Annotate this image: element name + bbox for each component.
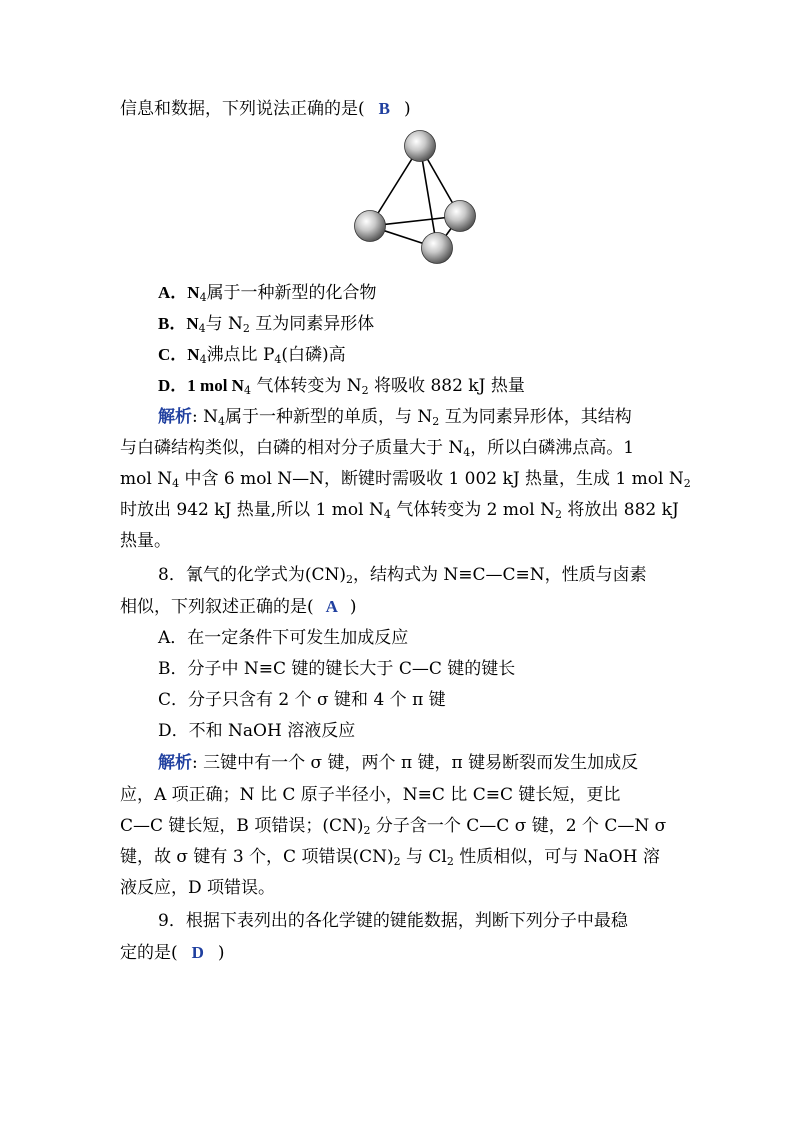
q9-answer: D <box>191 943 204 962</box>
q7-option-d: D．1 mol $N_4$ 气体转变为 $N_2$ 将吸收 882 kJ 热量 <box>158 376 525 397</box>
q8-analysis-line-5: 液反应，D 项错误。 <box>120 878 276 898</box>
q7-analysis-line-4: 时放出 942 kJ 热量,所以 1 mol $N_4$ 气体转变为 2 mol $N_2$ 将放出 882 kJ <box>120 500 679 521</box>
q8-option-c: C．分子只含有 2 个 σ 键和 4 个 π 键 <box>158 690 446 710</box>
q7-option-c: C．$N_4$沸点比 $P_4$(白磷)高 <box>158 345 346 366</box>
q8-stem-line-2: 相似，下列叙述正确的是( A ) <box>120 597 357 617</box>
q9-stem-line-1: 9．根据下表列出的各化学键的键能数据，判断下列分子中最稳 <box>158 911 628 931</box>
q7-stem-continuation: 信息和数据，下列说法正确的是( B ) <box>120 99 411 119</box>
q7-analysis-line-5: 热量。 <box>120 531 171 551</box>
q8-option-b: B．分子中 N≡C 键的键长大于 C—C 键的键长 <box>158 659 516 679</box>
q8-analysis-line-1: 解析: 三键中有一个 σ 键，两个 π 键，π 键易断裂而发生加成反 <box>158 753 639 773</box>
q7-option-b: B．$N_4$与 $N_2$ 互为同素异形体 <box>158 314 375 335</box>
q9-stem-line-2: 定的是( D ) <box>120 943 225 963</box>
n-atom-left <box>355 211 386 242</box>
q7-answer: B <box>378 99 390 118</box>
q8-stem-line-1: 8．氰气的化学式为$(CN)_2$，结构式为 N≡C—C≡N，性质与卤素 <box>158 565 647 586</box>
q7-analysis-line-2: 与白磷结构类似，白磷的相对分子质量大于 $N_4$，所以白磷沸点高。1 <box>120 438 635 459</box>
q7-analysis-line-1: 解析: $N_4$属于一种新型的单质，与 $N_2$ 互为同素异形体，其结构 <box>158 407 632 428</box>
q8-option-d: D．不和 NaOH 溶液反应 <box>158 721 356 741</box>
n-atom-top <box>405 131 436 162</box>
q8-option-a: A．在一定条件下可发生加成反应 <box>158 628 409 648</box>
n4-molecule-diagram <box>345 128 485 270</box>
q8-answer: A <box>325 597 338 616</box>
n-atom-front <box>422 233 453 264</box>
q7-analysis-line-3: mol $N_4$ 中含 6 mol N—N，断键时需吸收 1 002 kJ 热量，生成 1 mol $N_2$ <box>120 469 691 490</box>
n-atom-right <box>445 201 476 232</box>
q7-option-a: A．$N_4$属于一种新型的化合物 <box>158 283 377 304</box>
q8-analysis-line-2: 应，A 项正确；N 比 C 原子半径小，N≡C 比 C≡C 键长短，更比 <box>120 785 621 805</box>
analysis-label: 解析 <box>158 753 192 773</box>
q8-analysis-line-4: 键，故 σ 键有 3 个，C 项错误$(CN)_2$ 与 $Cl_2$ 性质相似，可与 NaOH 溶 <box>120 847 660 868</box>
q8-analysis-line-3: C—C 键长短，B 项错误；$(CN)_2$ 分子含一个 C—C σ 键，2 个 C—N σ <box>120 816 667 837</box>
analysis-label: 解析 <box>158 407 192 427</box>
